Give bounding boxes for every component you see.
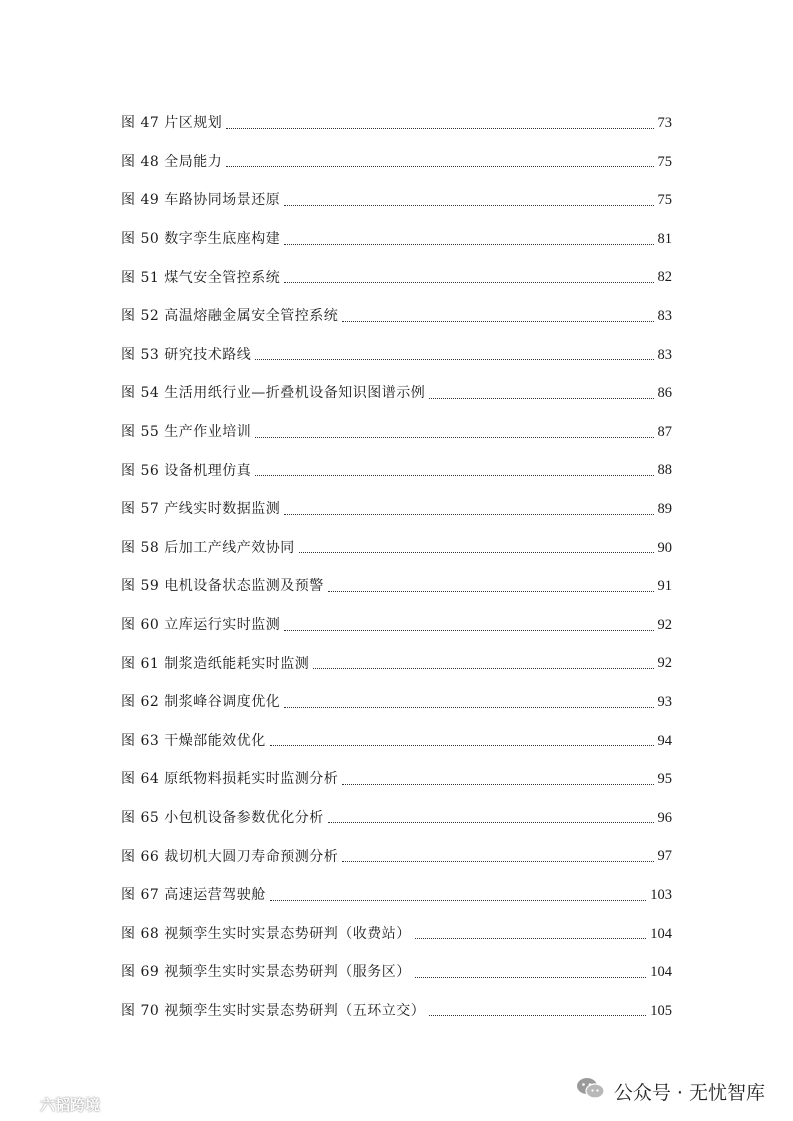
toc-entry[interactable] <box>121 529 672 568</box>
toc-entry-title: 图 48 全局能力 <box>121 153 223 170</box>
dot-leader <box>429 1015 646 1016</box>
toc-entry-title: 图 47 片区规划 <box>121 115 223 132</box>
dot-leader <box>328 822 654 823</box>
toc-entry-page-number: 90 <box>657 539 672 556</box>
toc-entry-title: 图 57 产线实时数据监测 <box>121 501 281 518</box>
brand-logo-icon <box>8 1096 36 1114</box>
dot-leader <box>342 861 653 862</box>
toc-entry[interactable] <box>121 876 672 915</box>
toc-entry[interactable] <box>121 336 672 375</box>
toc-entry-page-number: 86 <box>657 385 672 402</box>
dot-leader <box>284 630 653 631</box>
toc-entry-title: 图 50 数字孪生底座构建 <box>121 231 281 248</box>
toc-entry[interactable] <box>121 760 672 799</box>
toc-entry-title: 图 63 干燥部能效优化 <box>121 732 266 749</box>
toc-entry-page-number: 95 <box>657 771 672 788</box>
toc-entry-title: 图 67 高速运营驾驶舱 <box>121 887 266 904</box>
dot-leader <box>429 398 653 399</box>
toc-entry-title: 图 64 原纸物料损耗实时监测分析 <box>121 771 339 788</box>
toc-entry-title: 图 59 电机设备状态监测及预警 <box>121 578 324 595</box>
toc-entry[interactable] <box>121 220 672 259</box>
toc-entry-page-number: 94 <box>657 732 672 749</box>
wechat-icon <box>576 1076 606 1107</box>
dot-leader <box>299 552 654 553</box>
toc-entry[interactable] <box>121 490 672 529</box>
toc-entry[interactable] <box>121 413 672 452</box>
toc-entry[interactable] <box>121 258 672 297</box>
dot-leader <box>284 205 653 206</box>
toc-entry-page-number: 105 <box>650 1002 672 1019</box>
toc-entry-page-number: 75 <box>657 192 672 209</box>
watermark-right-text: 公众号 · 无忧智库 <box>613 1082 765 1104</box>
toc-entry-page-number: 87 <box>657 423 672 440</box>
dot-leader <box>270 745 654 746</box>
toc-entry-title: 图 49 车路协同场景还原 <box>121 192 281 209</box>
toc-entry-page-number: 93 <box>657 693 672 710</box>
toc-entry[interactable] <box>121 181 672 220</box>
toc-entry-page-number: 83 <box>657 346 672 363</box>
toc-entry[interactable] <box>121 837 672 876</box>
toc-entry-title: 图 70 视频孪生实时实景态势研判（五环立交） <box>121 1002 426 1019</box>
watermark-left <box>8 1094 100 1115</box>
toc-entry-page-number: 89 <box>657 500 672 517</box>
dot-leader <box>255 437 653 438</box>
toc-entry-title: 图 58 后加工产线产效协同 <box>121 539 295 556</box>
toc-entry-page-number: 96 <box>657 809 672 826</box>
dot-leader <box>284 244 653 245</box>
toc-entry[interactable] <box>121 914 672 953</box>
toc-entry-title: 图 65 小包机设备参数优化分析 <box>121 809 324 826</box>
toc-entry[interactable] <box>121 143 672 182</box>
toc-entry-page-number: 75 <box>657 153 672 170</box>
toc-entry-page-number: 92 <box>657 655 672 672</box>
toc-entry-title: 图 51 煤气安全管控系统 <box>121 269 281 286</box>
toc-entry[interactable] <box>121 799 672 838</box>
dot-leader <box>255 359 653 360</box>
toc-entry[interactable] <box>121 297 672 336</box>
toc-entry-page-number: 91 <box>657 578 672 595</box>
dot-leader <box>342 321 653 322</box>
toc-entries-list <box>121 104 672 1030</box>
watermark-left-text: 六韬跨境 <box>40 1096 101 1114</box>
toc-entry[interactable] <box>121 992 672 1031</box>
table-of-figures <box>121 104 672 1030</box>
toc-entry-page-number: 83 <box>657 308 672 325</box>
toc-entry-title: 图 53 研究技术路线 <box>121 346 252 363</box>
toc-entry-title: 图 69 视频孪生实时实景态势研判（服务区） <box>121 964 411 981</box>
dot-leader <box>284 282 653 283</box>
toc-entry-page-number: 88 <box>657 462 672 479</box>
toc-entry-page-number: 81 <box>657 230 672 247</box>
toc-entry[interactable] <box>121 722 672 761</box>
dot-leader <box>342 784 653 785</box>
toc-entry-title: 图 54 生活用纸行业—折叠机设备知识图谱示例 <box>121 385 426 402</box>
dot-leader <box>255 475 653 476</box>
dot-leader <box>415 938 647 939</box>
dot-leader <box>415 977 647 978</box>
toc-entry-title: 图 66 裁切机大圆刀寿命预测分析 <box>121 848 339 865</box>
toc-entry-page-number: 104 <box>650 925 672 942</box>
toc-entry-page-number: 73 <box>657 115 672 132</box>
dot-leader <box>284 514 653 515</box>
toc-entry-title: 图 56 设备机理仿真 <box>121 462 252 479</box>
dot-leader <box>284 707 653 708</box>
toc-entry-page-number: 104 <box>650 964 672 981</box>
toc-entry-title: 图 55 生产作业培训 <box>121 424 252 441</box>
toc-entry-title: 图 62 制浆峰谷调度优化 <box>121 694 281 711</box>
toc-entry[interactable] <box>121 104 672 143</box>
toc-entry[interactable] <box>121 451 672 490</box>
dot-leader <box>226 166 653 167</box>
toc-entry-page-number: 97 <box>657 848 672 865</box>
toc-entry-title: 图 60 立库运行实时监测 <box>121 617 281 634</box>
toc-entry-title: 图 61 制浆造纸能耗实时监测 <box>121 655 310 672</box>
dot-leader <box>270 900 647 901</box>
toc-entry-page-number: 92 <box>657 616 672 633</box>
toc-entry-page-number: 103 <box>650 886 672 903</box>
toc-entry-title: 图 52 高温熔融金属安全管控系统 <box>121 308 339 325</box>
dot-leader <box>226 128 653 129</box>
dot-leader <box>313 668 653 669</box>
toc-entry-title: 图 68 视频孪生实时实景态势研判（收费站） <box>121 925 411 942</box>
toc-entry-page-number: 82 <box>657 269 672 286</box>
toc-entry[interactable] <box>121 683 672 722</box>
toc-entry[interactable] <box>121 953 672 992</box>
toc-entry[interactable] <box>121 567 672 606</box>
toc-entry[interactable] <box>121 644 672 683</box>
watermark-right <box>576 1076 765 1107</box>
toc-entry[interactable] <box>121 606 672 645</box>
dot-leader <box>328 591 654 592</box>
toc-entry[interactable] <box>121 374 672 413</box>
